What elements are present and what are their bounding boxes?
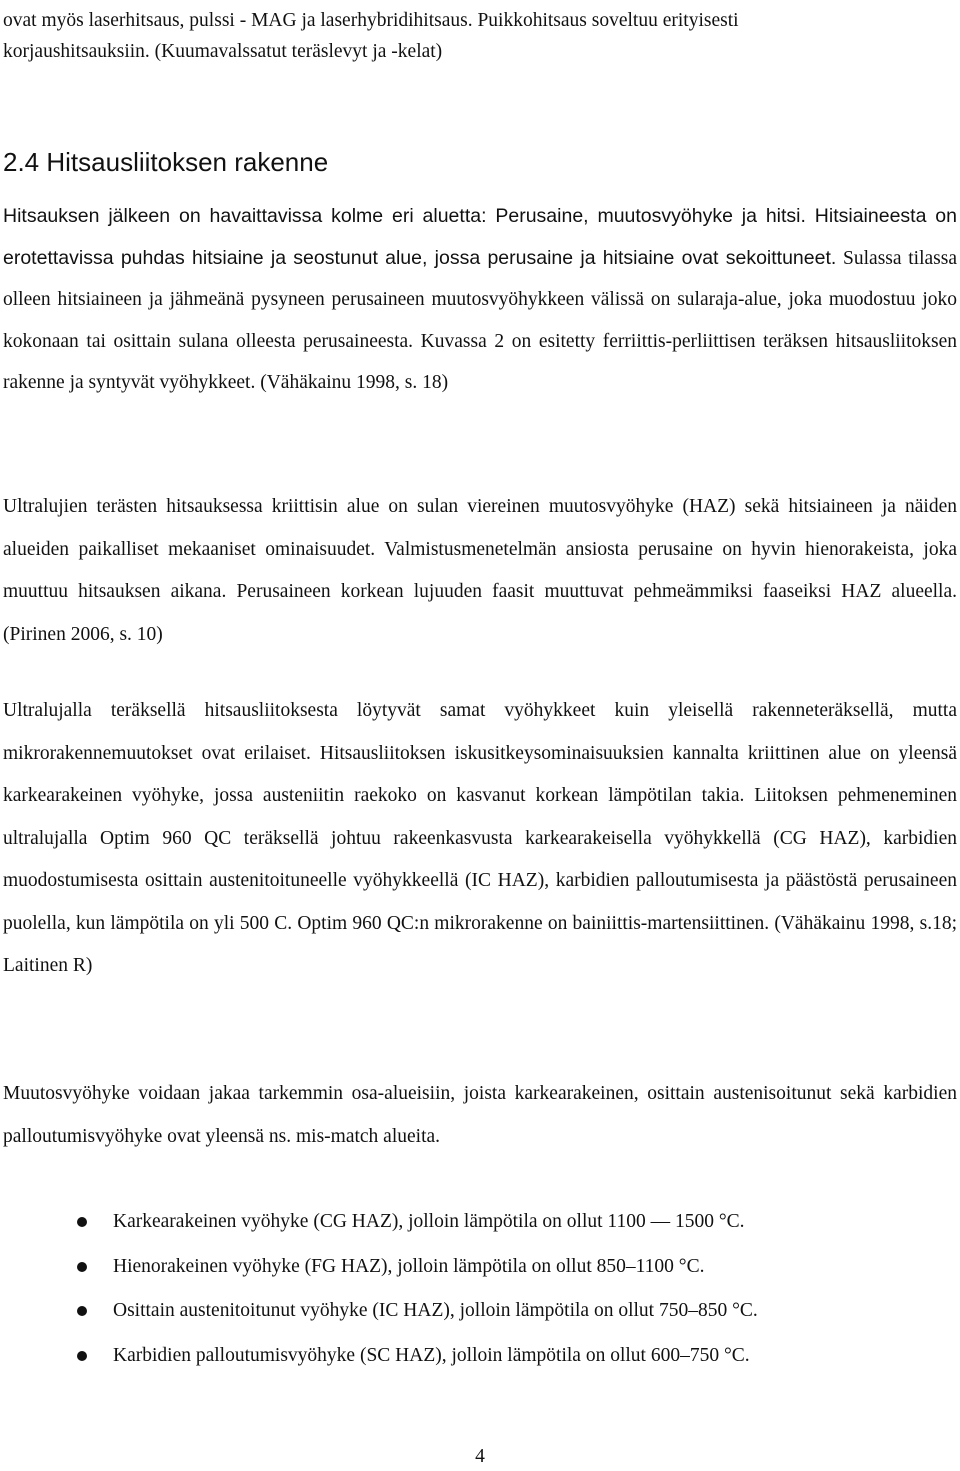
list-item-text: Karkearakeinen vyöhyke (CG HAZ), jolloin lämpötila on ollut 1100 — 1500 °C.: [113, 1211, 745, 1232]
paragraph-structure: [3, 196, 957, 404]
bullet-icon: [77, 1306, 87, 1316]
list-item: [0, 1245, 960, 1290]
page-number: 4: [475, 1446, 485, 1467]
bullet-icon: [77, 1262, 87, 1272]
paragraph-microstructure: Ultralujalla teräksellä hitsausliitoksesta löytyvät samat vyöhykkeet kuin yleisellä rakenneteräksellä, mutta mikrorakennemuutokset ovat erilaiset. Hitsausliitoksen iskusitkeysominaisuuksien kannalta kriittinen alue on yleensä karkearakeinen vyöhyke, jossa austeniitin raekoko on kasvanut korkean lämpötilan takia. Liitoksen pehmeneminen ultralujalla Optim 960 QC teräksellä johtuu rakeenkasvusta karkearakeisella vyöhykkellä (CG HAZ), karbidien muodostumisesta osittain austenitoituneelle vyöhykkeellä (IC HAZ), karbidien palloutumisesta ja päästöstä perusaineen puolella, kun lämpötila on yli 500 C. Optim 960 QC:n mikrorakenne on bainiittis-martensiittinen. (Vähäkainu 1998, s.18; Laitinen R): [3, 700, 957, 976]
list-item: [0, 1200, 960, 1245]
section-heading: 2.4 Hitsausliitoksen rakenne: [3, 147, 329, 177]
bullet-icon: [77, 1351, 87, 1361]
list-item-text: Osittain austenitoitunut vyöhyke (IC HAZ), jolloin lämpötila on ollut 750–850 °C.: [113, 1300, 758, 1322]
intro-line-1: ovat myös laserhitsaus, pulssi - MAG ja laserhybridihitsaus. Puikkohitsaus soveltuu erityisesti: [3, 10, 739, 31]
paragraph-structure-serif-part: Sulassa tilassa olleen hitsiaineen ja jähmeänä pysyneen perusaineen muutosvyöhykkeen välissä on sularaja-alue, joka muodostuu joko kokonaan tai osittain sulana olleesta perusaineesta. Kuvassa 2 on esitetty ferriittis-perliittisen teräksen hitsausliitoksen rakenne ja syntyvät vyöhykkeet. (Vähäkainu 1998, s. 18): [3, 247, 957, 393]
zone-list: [0, 1200, 960, 1378]
list-item-text: Karbidien palloutumisvyöhyke (SC HAZ), jolloin lämpötila on ollut 600–750 °C.: [113, 1344, 750, 1366]
bullet-icon: [77, 1217, 87, 1227]
paragraph-structure-sans-part: Hitsauksen jälkeen on havaittavissa kolme eri aluetta: Perusaine, muutosvyöhyke ja hitsi. Hitsiaineesta on erotettavissa puhdas hitsiaine ja seostunut alue, jossa perusaine ja hitsiaine ovat sekoittuneet.: [3, 205, 957, 269]
list-item: [0, 1334, 960, 1379]
paragraph-haz: Ultralujien terästen hitsauksessa kriittisin alue on sulan viereinen muutosvyöhyke (HAZ) sekä hitsiaineen ja näiden alueiden paikalliset mekaaniset ominaisuudet. Valmistusmenetelmän ansiosta perusaine on hyvin hienorakeista, joka muuttuu hitsauksen aikana. Perusaineen korkean lujuuden faasit muuttuvat pehmeämmiksi faaseiksi HAZ alueella. (Pirinen 2006, s. 10): [3, 496, 957, 645]
intro-line-2: korjaushitsauksiin. (Kuumavalssatut teräslevyt ja -kelat): [3, 41, 443, 62]
list-item-text: Hienorakeinen vyöhyke (FG HAZ), jolloin lämpötila on ollut 850–1100 °C.: [113, 1255, 705, 1277]
paragraph-subzones: Muutosvyöhyke voidaan jakaa tarkemmin osa-alueisiin, joista karkearakeinen, osittain austenisoitunut sekä karbidien palloutumisvyöhyke ovat yleensä ns. mis-match alueita.: [3, 1083, 957, 1147]
list-item: [0, 1289, 960, 1334]
